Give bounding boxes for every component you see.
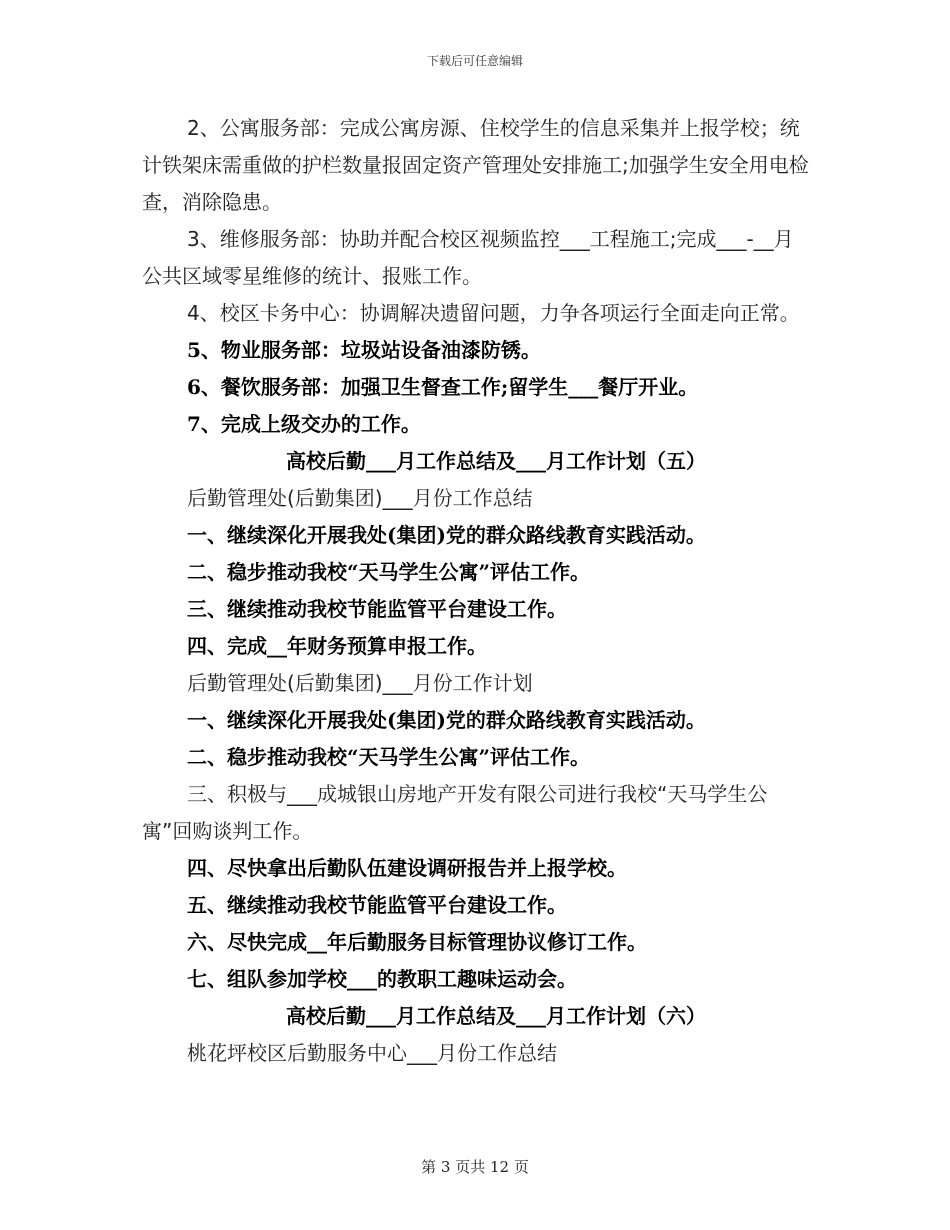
plan-item-5: 五、继续推动我校节能监管平台建设工作。 xyxy=(187,893,567,917)
page-header: 下载后可任意编辑 xyxy=(426,54,523,68)
summary-item-2: 二、稳步推动我校“天马学生公寓”评估工作。 xyxy=(187,560,591,584)
plan-item-4: 四、尽快拿出后勤队伍建设调研报告并上报学校。 xyxy=(187,856,627,880)
summary-item-1: 一、继续深化开展我处(集团)党的群众路线教育实践活动。 xyxy=(187,523,706,547)
summary-item-3: 三、继续推动我校节能监管平台建设工作。 xyxy=(187,597,567,621)
paragraph-catering-service: 6、餐饮服务部：加强卫生督查工作;留学生___餐厅开业。 xyxy=(187,375,699,399)
document-body xyxy=(142,110,810,1072)
plan-item-3: 三、积极与___成城银山房地产开发有限公司进行我校“天马学生公寓”回购谈判工作。 xyxy=(142,782,768,843)
paragraph-plan-title: 后勤管理处(后勤集团)___月份工作计划 xyxy=(187,671,533,695)
plan-item-2: 二、稳步推动我校“天马学生公寓”评估工作。 xyxy=(187,745,591,769)
paragraph-card-center: 4、校区卡务中心：协调解决遗留问题，力争各项运行全面走向正常。 xyxy=(187,301,800,325)
page-footer: 第 3 页共 12 页 xyxy=(421,1158,529,1176)
section-heading-five: 高校后勤___月工作总结及___月工作计划（五） xyxy=(286,449,706,473)
paragraph-taohuaping-title: 桃花坪校区后勤服务中心___月份工作总结 xyxy=(187,1041,557,1065)
section-heading-six: 高校后勤___月工作总结及___月工作计划（六） xyxy=(286,1004,706,1028)
summary-item-4: 四、完成__年财务预算申报工作。 xyxy=(187,634,487,658)
paragraph-apartment-service: 2、公寓服务部：完成公寓房源、住校学生的信息采集并上报学校；统计铁架床需重做的护栏数量报固定资产管理处安排施工;加强学生安全用电检查，消除隐患。 xyxy=(142,116,809,214)
paragraph-assigned-work: 7、完成上级交办的工作。 xyxy=(187,412,421,436)
paragraph-summary-title: 后勤管理处(后勤集团)___月份工作总结 xyxy=(187,486,533,510)
paragraph-maintenance-service: 3、维修服务部：协助并配合校区视频监控___工程施工;完成___-__月公共区域零星维修的统计、报账工作。 xyxy=(142,227,794,288)
plan-item-6: 六、尽快完成__年后勤服务目标管理协议修订工作。 xyxy=(187,930,647,954)
plan-item-7: 七、组队参加学校___的教职工趣味运动会。 xyxy=(187,967,577,991)
plan-item-1: 一、继续深化开展我处(集团)党的群众路线教育实践活动。 xyxy=(187,708,706,732)
paragraph-property-service: 5、物业服务部：垃圾站设备油漆防锈。 xyxy=(187,338,541,362)
